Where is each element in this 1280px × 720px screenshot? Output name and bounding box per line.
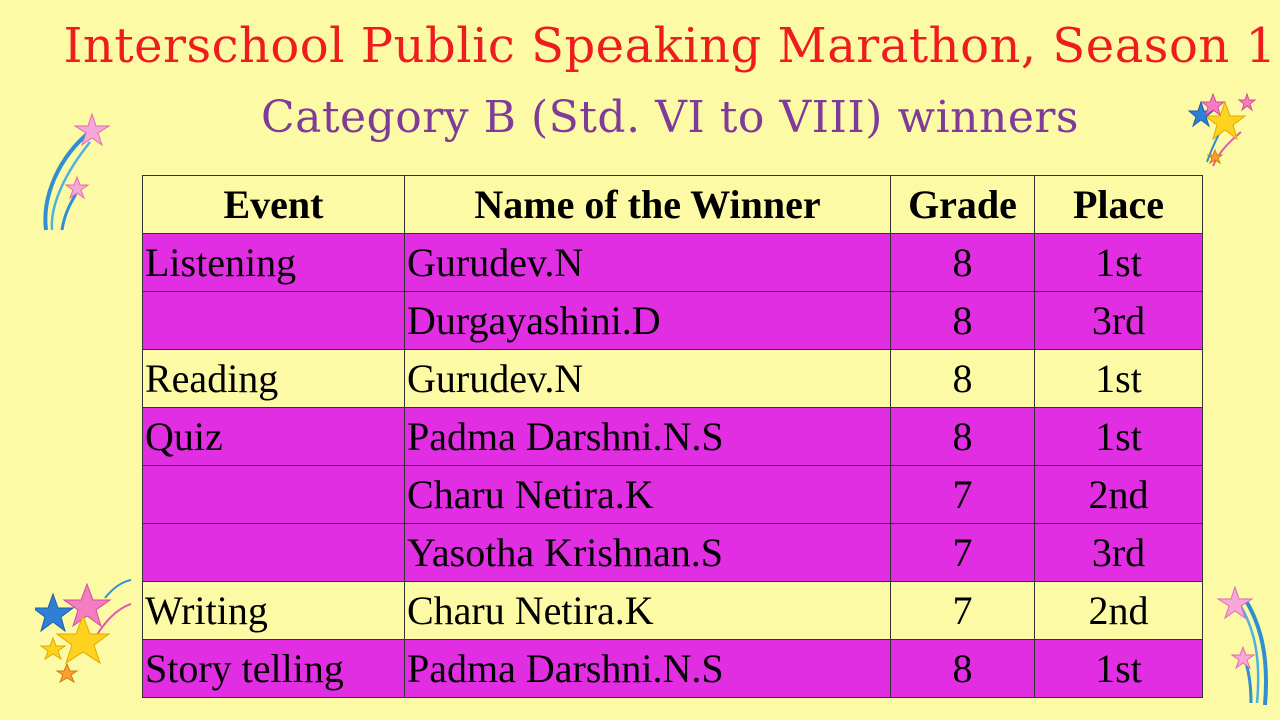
page-subtitle: Category B (Std. VI to VIII) winners (260, 92, 1080, 143)
table-row (143, 640, 1203, 698)
winner-name-cell: Yasotha Krishnan.S (405, 524, 891, 582)
place-cell: 1st (1035, 408, 1203, 466)
place-cell: 1st (1035, 234, 1203, 292)
winner-name-cell: Padma Darshni.N.S (405, 640, 891, 698)
event-cell: Story telling (143, 640, 405, 698)
winner-name-cell: Charu Netira.K (405, 466, 891, 524)
column-header-event: Event (143, 176, 405, 234)
place-cell: 1st (1035, 640, 1203, 698)
table-row (143, 292, 1203, 350)
star-cluster-top-right-icon (1185, 92, 1260, 170)
table-row (143, 408, 1203, 466)
table-row (143, 234, 1203, 292)
event-cell (143, 292, 405, 350)
page-title: Interschool Public Speaking Marathon, Season 1 (63, 18, 1277, 74)
shooting-star-bottom-right-icon (1205, 585, 1277, 710)
event-cell: Listening (143, 234, 405, 292)
grade-cell: 7 (891, 524, 1035, 582)
place-cell: 2nd (1035, 466, 1203, 524)
winner-name-cell: Gurudev.N (405, 350, 891, 408)
event-cell: Writing (143, 582, 405, 640)
winner-name-cell: Durgayashini.D (405, 292, 891, 350)
table-header-row (143, 176, 1203, 234)
grade-cell: 8 (891, 408, 1035, 466)
column-header-name: Name of the Winner (405, 176, 891, 234)
grade-cell: 8 (891, 350, 1035, 408)
event-cell: Reading (143, 350, 405, 408)
table-row (143, 466, 1203, 524)
column-header-place: Place (1035, 176, 1203, 234)
star-cluster-bottom-left-icon (35, 578, 135, 683)
winners-table (142, 175, 1203, 698)
event-cell: Quiz (143, 408, 405, 466)
grade-cell: 7 (891, 466, 1035, 524)
winner-name-cell: Charu Netira.K (405, 582, 891, 640)
place-cell: 2nd (1035, 582, 1203, 640)
grade-cell: 8 (891, 640, 1035, 698)
grade-cell: 8 (891, 292, 1035, 350)
column-header-grade: Grade (891, 176, 1035, 234)
winner-name-cell: Padma Darshni.N.S (405, 408, 891, 466)
event-cell (143, 524, 405, 582)
winner-name-cell: Gurudev.N (405, 234, 891, 292)
table-row (143, 350, 1203, 408)
grade-cell: 8 (891, 234, 1035, 292)
place-cell: 3rd (1035, 292, 1203, 350)
place-cell: 3rd (1035, 524, 1203, 582)
table-row (143, 524, 1203, 582)
event-cell (143, 466, 405, 524)
place-cell: 1st (1035, 350, 1203, 408)
table-row (143, 582, 1203, 640)
grade-cell: 7 (891, 582, 1035, 640)
shooting-star-top-left-icon (30, 112, 110, 237)
